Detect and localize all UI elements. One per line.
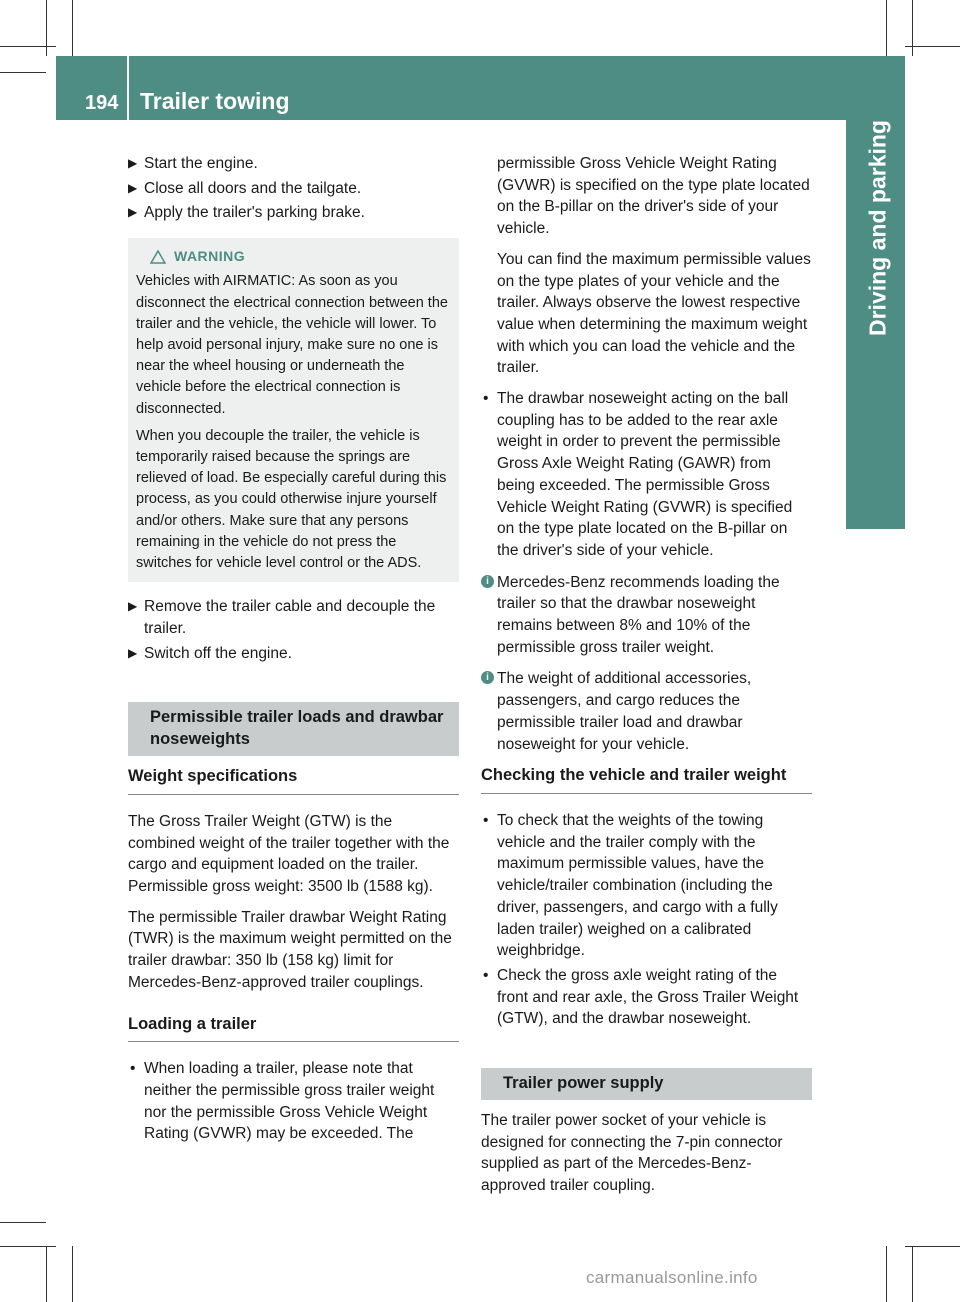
subheading: Weight specifications: [128, 766, 459, 795]
bullet-icon: •: [483, 966, 489, 984]
info-note: i The weight of additional accessories, passengers, and cargo reduces the permissible trailer load and drawbar noseweight for your vehicle.: [481, 668, 812, 755]
info-icon: i: [481, 671, 494, 684]
crop-mark: [905, 1246, 960, 1247]
arrow-icon: ▶: [128, 156, 138, 170]
crop-mark: [912, 0, 913, 56]
bullet-item: • The drawbar noseweight acting on the ball coupling has to be added to the rear axle weight in order to prevent the permissible Gross Axle Weight Rating (GAWR) from being exceeded. The permissible Gross Vehicle Weight Rating (GVWR) is specified on the type plate located on the B-pillar on the driver's side of your vehicle.: [483, 390, 793, 559]
crop-mark: [0, 46, 56, 47]
subheading: Loading a trailer: [128, 1014, 459, 1043]
warning-header: [150, 246, 451, 267]
left-column: [128, 153, 459, 1148]
paragraph: The permissible Trailer drawbar Weight Rating (TWR) is the maximum weight permitted on the trailer drawbar: 350 lb (158 kg) limit for Mercedes-Benz-approved trailer couplings.: [128, 908, 452, 991]
bullet-icon: •: [483, 390, 489, 408]
bullet-icon: •: [483, 811, 489, 829]
subheading: Checking the vehicle and trailer weight: [481, 765, 812, 794]
crop-mark: [46, 1246, 47, 1302]
paragraph: The trailer power socket of your vehicle is designed for connecting the 7-pin connector supplied as part of the Mercedes-Benz-approved trailer coupling.: [481, 1112, 783, 1195]
bullet-icon: •: [130, 1060, 136, 1078]
arrow-icon: ▶: [128, 645, 138, 660]
warning-triangle-icon: [150, 250, 166, 264]
page-number: 194: [85, 92, 119, 114]
crop-mark: [886, 1246, 887, 1302]
warning-text: When you decouple the trailer, the vehicle is temporarily raised because the springs are relieved of load. Be especially careful during this process, as you could otherwise injure yourself and/or others. Make sure that any persons remaining in the vehicle do not press the switches for vehicle level control or the ADS.: [136, 427, 447, 571]
bullet-item: • To check that the weights of the towing vehicle and the trailer comply with the maximum permissible values, have the vehicle/trailer combination (including the driver, passengers, and cargo with a fully laden trailer) weighed on a calibrated weighbridge.: [483, 811, 778, 960]
warning-title: WARNING: [174, 248, 246, 265]
bullet-item: • When loading a trailer, please note that neither the permissible gross trailer weight nor the permissible Gross Vehicle Weight Rating (GVWR) may be exceeded. The: [130, 1060, 435, 1143]
arrow-icon: ▶: [128, 205, 138, 220]
crop-mark: [72, 1246, 73, 1302]
step-item: ▶ Switch off the engine.: [128, 643, 459, 665]
step-item: ▶ Apply the trailer's parking brake.: [128, 202, 459, 224]
paragraph: The Gross Trailer Weight (GTW) is the combined weight of the trailer together with the cargo and equipment loaded on the trailer. Permissible gross weight: 3500 lb (1588 kg).: [128, 812, 450, 896]
arrow-icon: ▶: [128, 599, 138, 614]
watermark: carmanualsonline.info: [586, 1268, 758, 1287]
paragraph: permissible Gross Vehicle Weight Rating (GVWR) is specified on the type plate located on the B-pillar on the driver's side of your vehicle.: [497, 155, 810, 238]
right-column: [481, 153, 812, 1206]
step-item: ▶ Close all doors and the tailgate.: [128, 178, 459, 200]
warning-box: [128, 238, 459, 582]
section-heading: Permissible trailer loads and drawbar noseweights: [128, 702, 459, 756]
bullet-item: • Check the gross axle weight rating of the front and rear axle, the Gross Trailer Weight (GTW), and the drawbar noseweight.: [483, 966, 799, 1028]
crop-mark: [0, 1246, 56, 1247]
crop-mark: [46, 0, 47, 56]
warning-text: Vehicles with AIRMATIC: As soon as you disconnect the electrical connection between the trailer and the vehicle, the vehicle will lower. To help avoid personal injury, make sure no one is near the wheel housing or underneath the vehicle before the electrical connection is disconnected.: [136, 273, 448, 417]
page-title: Trailer towing: [140, 88, 290, 114]
step-item: ▶ Start the engine.: [128, 153, 459, 175]
crop-mark: [886, 0, 887, 56]
crop-mark: [905, 46, 960, 47]
crop-mark: [912, 1246, 913, 1302]
info-note: i Mercedes-Benz recommends loading the trailer so that the drawbar noseweight remains between 8% and 10% of the permissible gross trailer weight.: [481, 572, 812, 659]
info-icon: i: [481, 575, 494, 588]
section-heading: Trailer power supply: [481, 1068, 812, 1100]
step-item: ▶ Remove the trailer cable and decouple the trailer.: [128, 598, 436, 637]
header-divider: [127, 56, 129, 120]
side-tab-label: Driving and parking: [864, 120, 891, 336]
crop-mark: [72, 0, 73, 56]
crop-mark: [0, 72, 46, 73]
paragraph: You can find the maximum permissible values on the type plates of your vehicle and the trailer. Always observe the lowest respective value when determining the maximum weight with which you can load the vehicle and the trailer.: [497, 250, 811, 377]
crop-mark: [0, 1222, 46, 1223]
arrow-icon: ▶: [128, 180, 138, 195]
